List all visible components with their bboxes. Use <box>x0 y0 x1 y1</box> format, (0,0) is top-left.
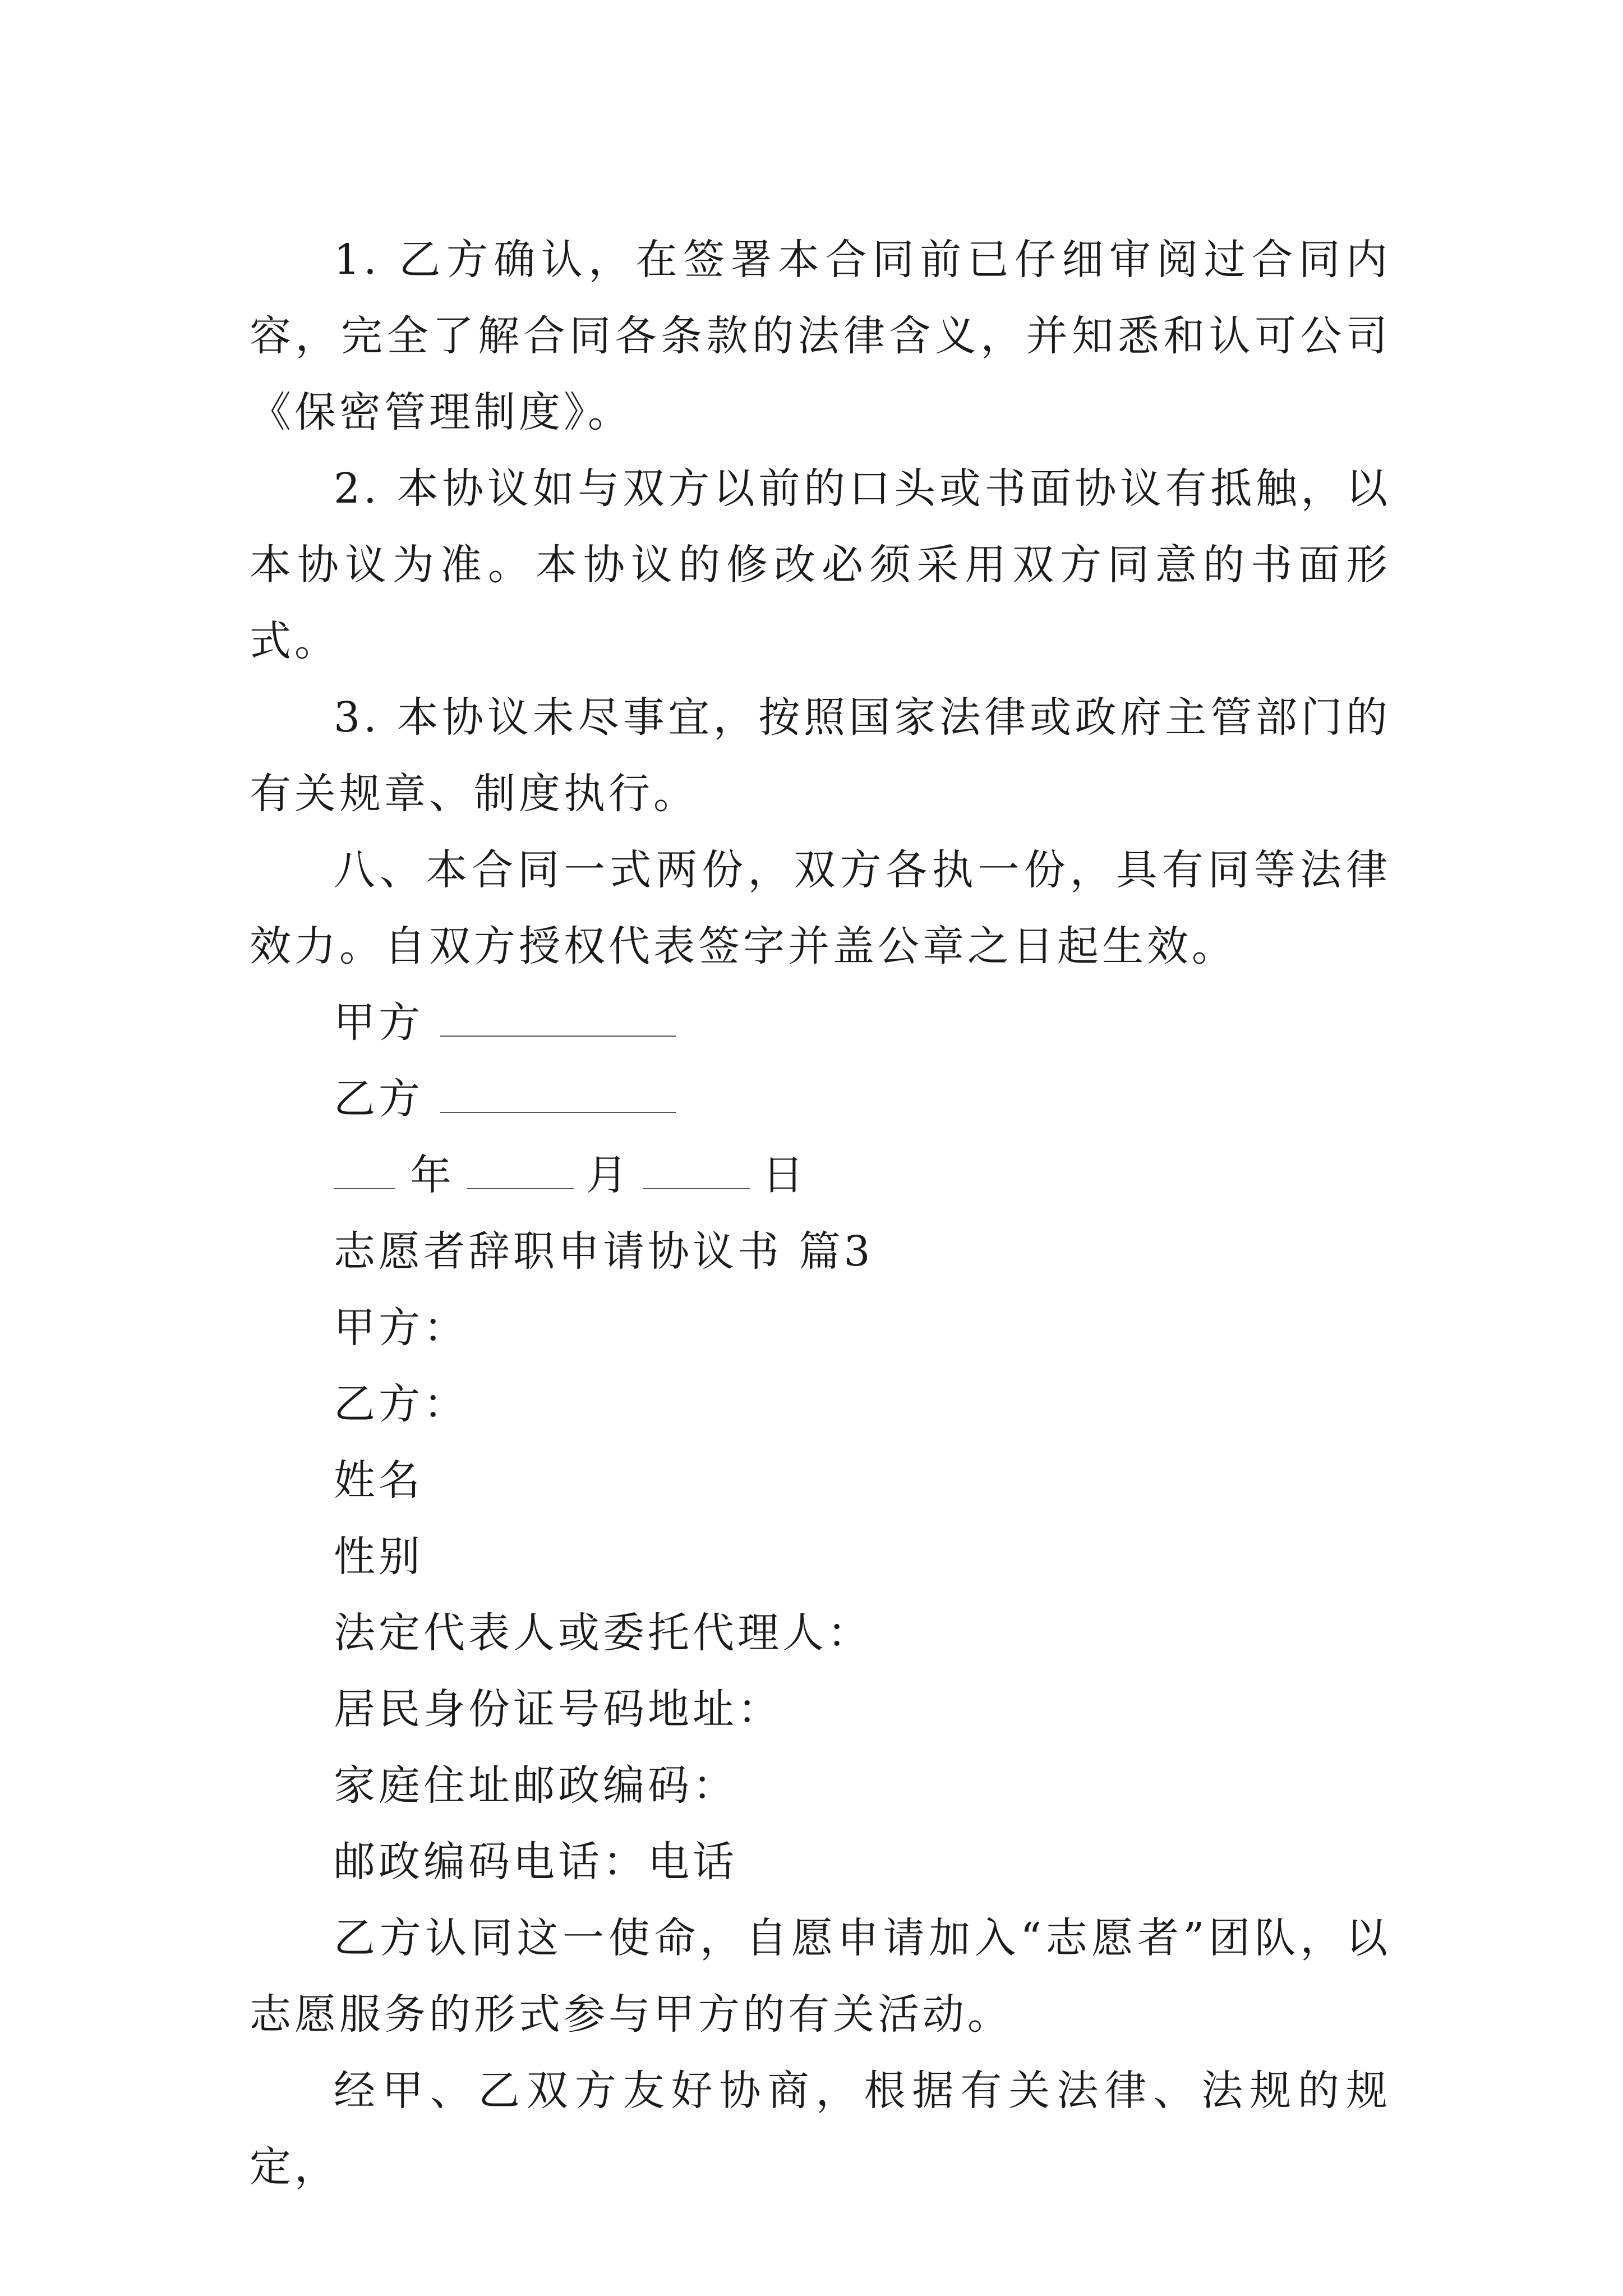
year-blank <box>334 1154 395 1189</box>
field-gender: 性别 <box>334 1533 423 1581</box>
section-title: 志愿者辞职申请协议书 篇3 <box>334 1227 874 1276</box>
day-blank <box>643 1154 750 1189</box>
document-body <box>250 222 1391 2205</box>
year-label: 年 <box>410 1151 455 1199</box>
party-a-blank <box>440 1002 676 1037</box>
field-party-b: 乙方： <box>334 1380 468 1428</box>
day-label: 日 <box>762 1151 807 1199</box>
clause-8: 八、本合同一式两份，双方各执一份，具有同等法律效力。自双方授权代表签字并盖公章之日起生效。 <box>250 846 1391 970</box>
party-b-label: 乙方 <box>334 1075 423 1123</box>
field-party-a: 甲方： <box>334 1304 468 1352</box>
month-label: 月 <box>586 1151 631 1199</box>
month-blank <box>467 1154 574 1189</box>
field-postcode-phone: 邮政编码电话：电话 <box>334 1838 737 1886</box>
clause-3: 3. 本协议未尽事宜，按照国家法律或政府主管部门的有关规章、制度执行。 <box>250 693 1391 818</box>
signature-party-b <box>250 1061 1391 1137</box>
party-a-label: 甲方 <box>334 999 423 1047</box>
closing-paragraph-1: 乙方认同这一使命，自愿申请加入“志愿者”团队，以志愿服务的形式参与甲方的有关活动。 <box>250 1914 1391 2039</box>
signature-party-a <box>250 984 1391 1061</box>
signature-date <box>250 1137 1391 1213</box>
field-name: 姓名 <box>334 1456 423 1504</box>
field-id-address: 居民身份证号码地址： <box>334 1685 782 1733</box>
field-home-postcode: 家庭住址邮政编码： <box>334 1761 737 1810</box>
closing-paragraph-2: 经甲、乙双方友好协商，根据有关法律、法规的规定， <box>250 2067 1391 2191</box>
clause-2: 2. 本协议如与双方以前的口头或书面协议有抵触，以本协议为准。本协议的修改必须采用双方同意的书面形式。 <box>250 464 1391 665</box>
field-representative: 法定代表人或委托代理人： <box>334 1609 872 1657</box>
party-b-blank <box>440 1078 676 1113</box>
clause-1: 1. 乙方确认，在签署本合同前已仔细审阅过合同内容，完全了解合同各条款的法律含义，并知悉和认可公司《保密管理制度》。 <box>250 236 1391 436</box>
